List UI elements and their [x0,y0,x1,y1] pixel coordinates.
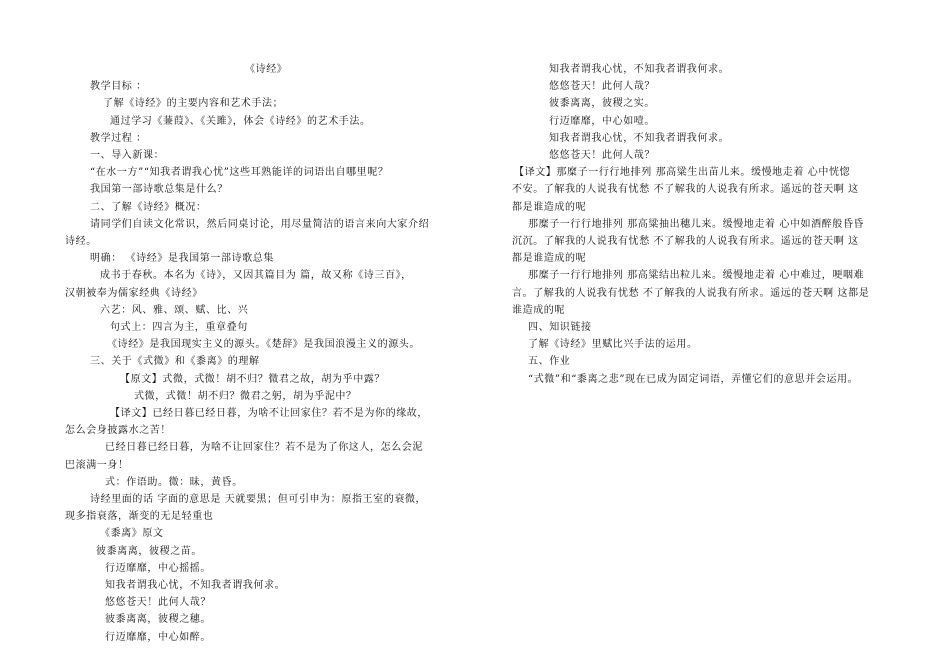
shiwei-original-2: 式微，式微！胡不归？微君之躬，胡为乎泥中？ [134,391,357,402]
intro-question-2: 我国第一部诗歌总集是什么？ [90,184,228,195]
shuli-translation-2c: 都是谁造成的呢 [512,253,587,264]
shuli-9: 彼黍离离，彼稷之实。 [549,98,655,109]
poem-meaning-1: 诗经里面的话 字面的意思是 天就要黑；但可引申为：原指王室的衰微， [90,494,427,505]
shiwei-original-1: 【原文】式微，式微！胡不归？微君之故，胡为乎中露？ [120,374,385,385]
overview-1b: 诗经。 [65,236,97,247]
shiwei-translation-2: 已经日暮已经日暮，为啥不让回家住？若不是为了你这人，怎么会泥 [105,442,423,453]
poem-meaning-2: 现多指衰落，渐变的无足轻重也 [65,511,214,522]
shuli-translation-3b: 言。了解我的人说我有忧愁 不了解我的人说我有所求。遥远的苍天啊 这都是 [512,288,870,299]
clarify: 明确： 《诗经》是我国第一部诗歌总集 [90,253,274,264]
shuli-2: 行迈靡靡，中心摇摇。 [105,563,211,574]
shuli-3: 知我者谓我心忧，不知我者谓我何求。 [105,580,286,591]
shuli-7: 知我者谓我心忧，不知我者谓我何求。 [549,64,730,75]
sentence-form: 句式上：四言为主，重章叠句 [110,322,248,333]
origin-1: 成书于春秋。本名为《诗》，又因其篇目为 篇，故又称《诗三百》， [100,270,412,281]
teaching-goal-heading: 教学目标 ： [90,81,147,92]
shuli-1: 彼黍离离，彼稷之苗。 [96,546,202,557]
shuli-4: 悠悠苍天！此何人哉？ [105,597,211,608]
shuli-heading: 《黍离》原文 [100,528,164,539]
shuli-translation-3a: 那糜子一行行地排列 那高粱结出粒儿来。缓慢地走着 心中难过，哽咽难 [528,270,865,281]
teaching-process-heading: 教学过程 ： [90,133,147,144]
shuli-translation-2a: 那糜子一行行地排列 那高粱抽出穗儿来。缓慢地走着 心中如酒醉般昏昏 [528,219,865,230]
shiwei-translation-2b: 巴滚满一身！ [65,460,129,471]
sources: 《诗经》是我国现实主义的源头。《楚辞》是我国浪漫主义的源头。 [107,339,420,350]
shiwei-note: 式：作语助。微：昧，黄昏。 [105,477,243,488]
shuli-translation-1b: 不安。了解我的人说我有忧愁 不了解我的人说我有所求。遥远的苍天啊 这 [512,184,859,195]
six-arts: 六艺：风、雅、颂、赋、比、兴 [100,305,249,316]
shuli-translation-3c: 谁造成的呢 [512,305,565,316]
title: 《诗经》 [245,64,288,75]
goal-2: 通过学习《蒹葭》、《关雎》，体会《诗经》的艺术手法。 [110,116,371,127]
shiwei-translation-1: 【译文】已经日暮已经日暮，为啥不让回家住？若不是为你的缘故， [110,408,428,419]
section-5-heading: 五、作业 [528,356,571,367]
shuli-8: 悠悠苍天！此何人哉？ [549,81,655,92]
homework: “式微”和“黍离之悲”现在已成为固定词语，弄懂它们的意思并会运用。 [528,374,859,385]
section-2-heading: 二、了解《诗经》概况： [90,202,207,213]
section-4-heading: 四、知识链接 [528,322,592,333]
shuli-12: 悠悠苍天！此何人哉？ [549,150,655,161]
origin-2: 汉朝被奉为儒家经典《诗经》 [65,288,203,299]
overview-1: 请同学们自读文化常识，然后同桌讨论，用尽量简洁的语言来向大家介绍 [90,219,430,230]
section-1-heading: 一、导入新课： [90,150,165,161]
shuli-6: 行迈靡靡，中心如醉。 [105,632,211,643]
shuli-5: 彼黍离离，彼稷之穗。 [105,614,211,625]
intro-question: “在水一方”“知我者谓我心忧”这些耳熟能详的词语出自哪里呢？ [90,167,389,178]
shuli-translation-1a: 【译文】那糜子一行行地排列 那高粱生出苗儿来。缓慢地走着 心中恍惚 [514,167,851,178]
knowledge-link: 了解《诗经》里赋比兴手法的运用。 [528,339,698,350]
goal-1: 了解《诗经》的主要内容和艺术手法； [103,98,284,109]
section-3-heading: 三、关于《式微》和《黍离》的理解 [90,356,260,367]
shuli-translation-2b: 沉沉。了解我的人说我有忧愁 不了解我的人说我有所求。遥远的苍天啊 这 [512,236,859,247]
shuli-10: 行迈靡靡，中心如噎。 [549,116,655,127]
shuli-11: 知我者谓我心忧，不知我者谓我何求。 [549,133,730,144]
shiwei-translation-1b: 怎么会身披露水之苦！ [65,425,171,436]
shuli-translation-1c: 都是谁造成的呢 [512,202,587,213]
